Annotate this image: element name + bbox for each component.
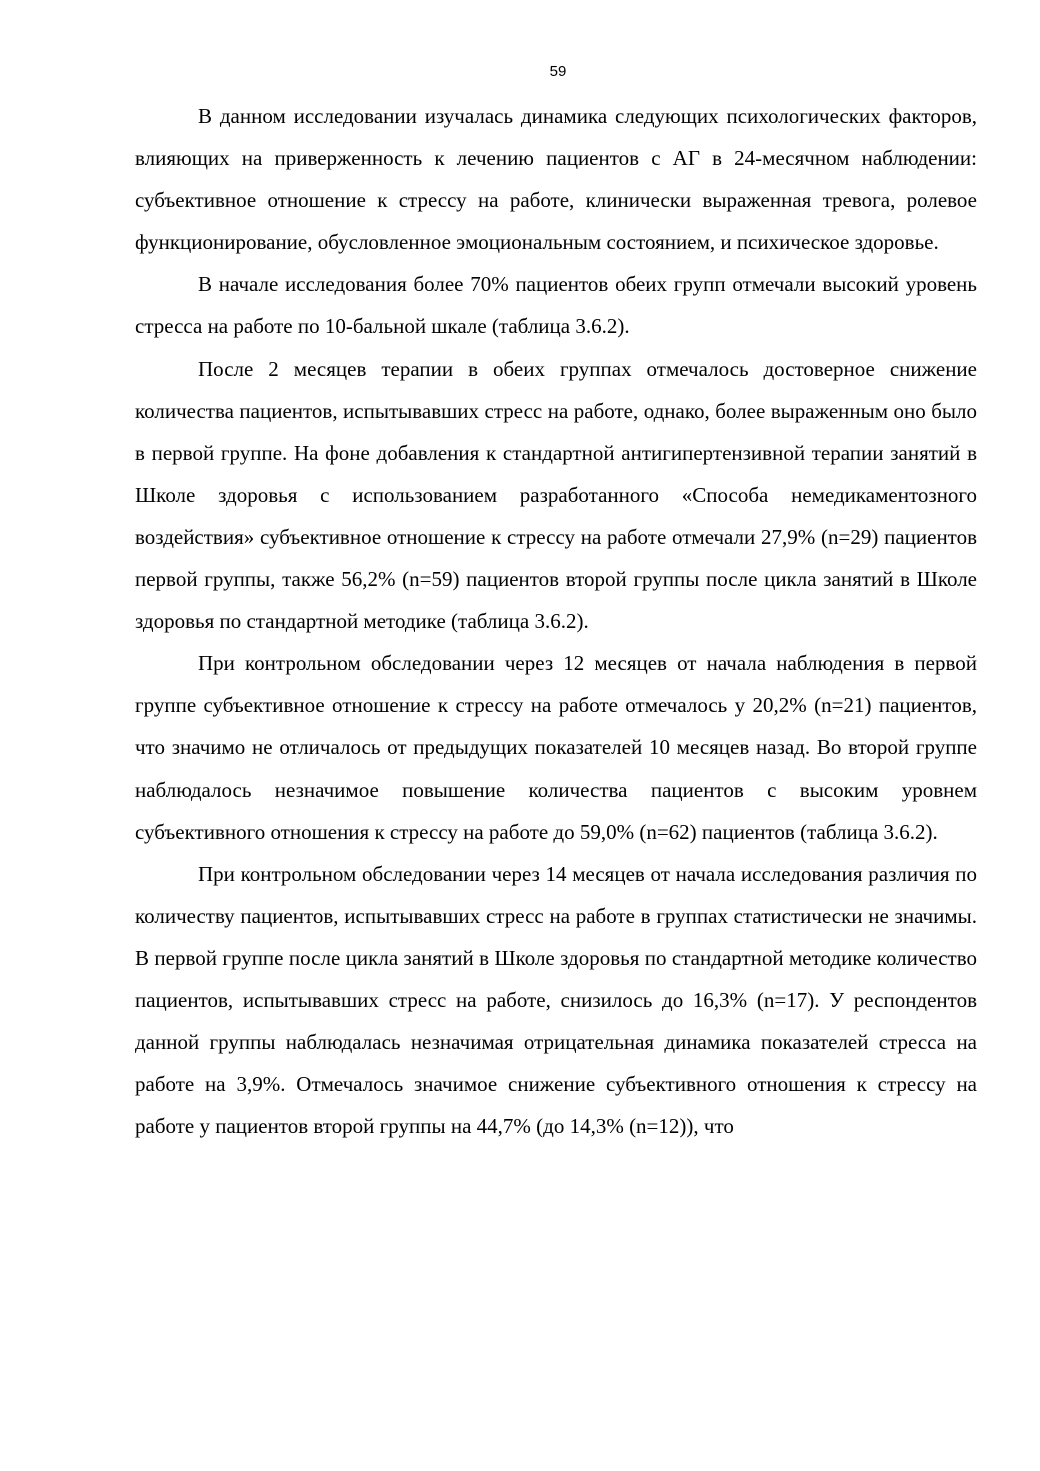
page-number: 59 <box>549 63 567 80</box>
paragraph: При контрольном обследовании через 12 месяцев от начала наблюдения в первой группе субъективное отношение к стрессу на работе отмечалось у 20,2% (n=21) пациентов, что значимо не отличалось от предыдущих показателей 10 месяцев назад. Во второй группе наблюдалось незначимое повышение количества пациентов с высоким уровнем субъективного отношения к стрессу на работе до 59,0% (n=62) пациентов (таблица 3.6.2). <box>135 651 977 844</box>
paragraph: После 2 месяцев терапии в обеих группах отмечалось достоверное снижение количества пациентов, испытывавших стресс на работе, однако, более выраженным оно было в первой группе. На фоне добавления к стандартной антигипертензивной терапии занятий в Школе здоровья с использованием разработанного «Способа немедикаментозного воздействия» субъективное отношение к стрессу на работе отмечали 27,9% (n=29) пациентов первой группы, также 56,2% (n=59) пациентов второй группы после цикла занятий в Школе здоровья по стандартной методике (таблица 3.6.2). <box>135 356 977 634</box>
paragraph: При контрольном обследовании через 14 месяцев от начала исследования различия по количеству пациентов, испытывавших стресс на работе в группах статистически не значимы. В первой группе после цикла занятий в Школе здоровья по стандартной методике количество пациентов, испытывавших стресс на работе, снизилось до 16,3% (n=17). У респондентов данной группы наблюдалась незначимая отрицательная динамика показателей стресса на работе на 3,9%. Отмечалось значимое снижение субъективного отношения к стрессу на работе у пациентов второй группы на 44,7% (до 14,3% (n=12)), что <box>135 861 977 1139</box>
paragraph: В данном исследовании изучалась динамика следующих психологических факторов, влияющих на приверженность к лечению пациентов с АГ в 24-месячном наблюдении: субъективное отношение к стрессу на работе, клинически выраженная тревога, ролевое функционирование, обусловленное эмоциональным состоянием, и психическое здоровье. <box>135 104 977 255</box>
paragraph: В начале исследования более 70% пациентов обеих групп отмечали высокий уровень стресса на работе по 10-бальной шкале (таблица 3.6.2). <box>135 272 977 339</box>
document-body <box>135 95 977 1147</box>
